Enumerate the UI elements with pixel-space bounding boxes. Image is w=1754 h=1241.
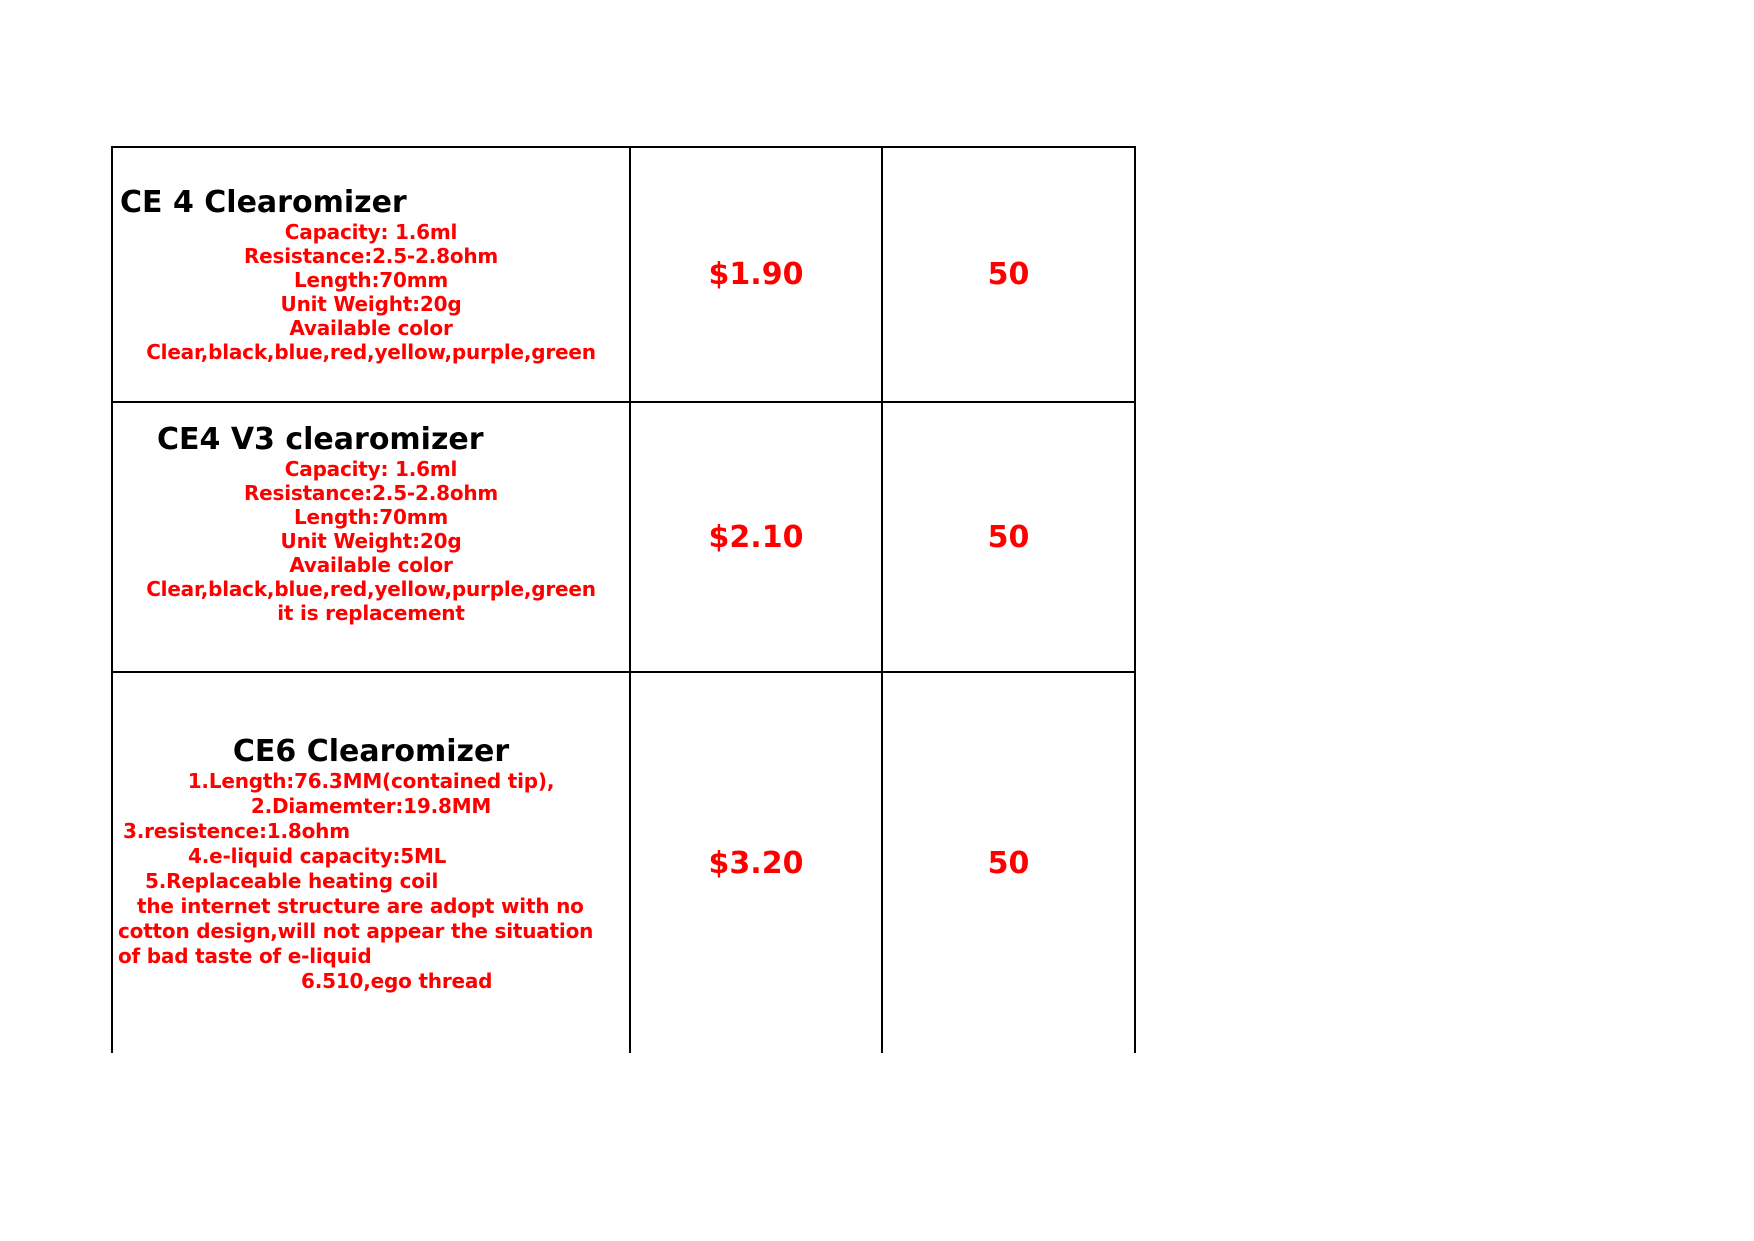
spec-line: 4.e-liquid capacity:5ML	[188, 844, 447, 868]
spec-line: Unit Weight:20g	[280, 529, 462, 553]
spec-line: Capacity: 1.6ml	[284, 220, 458, 244]
price-cell	[629, 148, 881, 401]
quantity-cell	[881, 403, 1134, 671]
price-cell	[629, 403, 881, 671]
spec-line: Available color	[289, 316, 453, 340]
spec-line: Resistance:2.5-2.8ohm	[243, 244, 499, 268]
quantity-value: 50	[987, 519, 1030, 555]
description-cell	[113, 148, 629, 401]
product-title: CE 4 Clearomizer	[120, 185, 407, 220]
spec-line: cotton design,will not appear the situation	[118, 919, 594, 943]
spec-line: 1.Length:76.3MM(contained tip),	[187, 769, 555, 793]
table-row	[113, 673, 1134, 1053]
product-title: CE6 Clearomizer	[232, 734, 510, 769]
spec-line: Length:70mm	[294, 268, 448, 292]
description-cell	[113, 403, 629, 671]
table-row	[113, 403, 1134, 673]
spec-line: 3.resistence:1.8ohm	[123, 819, 350, 843]
quantity-value: 50	[987, 845, 1030, 881]
spec-line: the internet structure are adopt with no	[137, 894, 584, 918]
unit-price: $1.90	[708, 257, 804, 292]
spec-line: 6.510,ego thread	[301, 969, 493, 993]
spec-line: Resistance:2.5-2.8ohm	[243, 481, 499, 505]
table-row	[113, 148, 1134, 403]
spec-line: 2.Diamemter:19.8MM	[250, 794, 492, 818]
unit-price: $2.10	[708, 519, 804, 555]
price-cell	[629, 673, 881, 1053]
spec-line: of bad taste of e-liquid	[118, 944, 372, 968]
quantity-value: 50	[987, 257, 1030, 292]
spec-line: Available color	[289, 553, 453, 577]
spec-line: Length:70mm	[294, 505, 448, 529]
spec-line: 5.Replaceable heating coil	[145, 869, 439, 893]
description-cell	[113, 673, 629, 1053]
quantity-cell	[881, 148, 1134, 401]
spec-line: Unit Weight:20g	[280, 292, 462, 316]
product-table	[111, 146, 1136, 1053]
spec-line: it is replacement	[277, 601, 465, 625]
quantity-cell	[881, 673, 1134, 1053]
spec-line: Clear,black,blue,red,yellow,purple,green	[146, 340, 596, 364]
spec-line: Capacity: 1.6ml	[284, 457, 458, 481]
unit-price: $3.20	[708, 845, 804, 881]
product-title: CE4 V3 clearomizer	[157, 422, 484, 457]
spec-line: Clear,black,blue,red,yellow,purple,green	[146, 577, 596, 601]
